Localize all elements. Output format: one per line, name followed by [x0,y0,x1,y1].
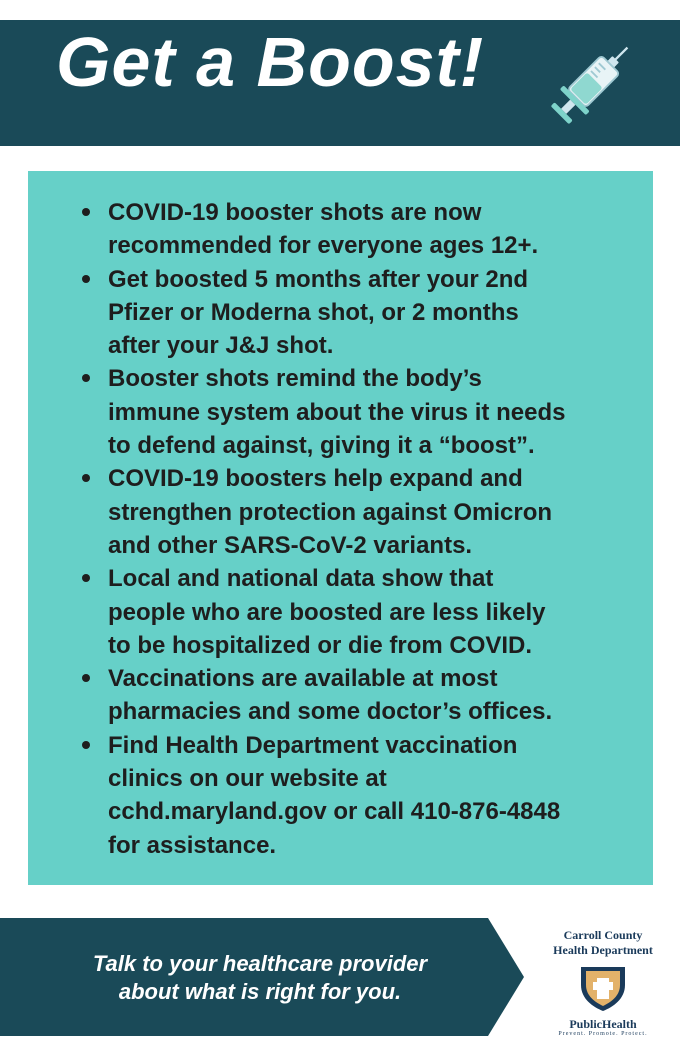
bullet-item [78,729,618,862]
bullet-line: strengthen protection against Omicron [108,498,553,526]
bullet-dot-icon [82,275,90,283]
bullet-line: recommended for everyone ages 12+. [108,232,539,260]
bullet-item [78,662,618,729]
public-health-wordmark: PublicHealth [569,1017,637,1031]
bullet-item [78,562,618,662]
bullet-line: Local and national data show that [108,565,494,593]
logo-tagline: Prevent. Promote. Protect. [558,1031,648,1037]
bullet-line: to defend against, giving it a “boost”. [108,432,535,460]
bullet-line: Get boosted 5 months after your 2nd [108,265,529,293]
bullet-line: Pfizer or Moderna shot, or 2 months [108,298,519,326]
bullet-line: after your J&J shot. [108,332,334,360]
bullet-line: to be hospitalized or die from COVID. [108,631,533,659]
bullet-line: pharmacies and some doctor’s offices. [108,698,553,726]
bullet-dot-icon [82,574,90,582]
bullet-item [78,462,618,562]
bullet-dot-icon [82,474,90,482]
bullet-line: cchd.maryland.gov or call 410-876-4848 [108,798,561,826]
footer-message [20,950,500,1006]
footer-line-1: Talk to your healthcare provider [92,951,428,976]
org-name-line-2: Health Department [553,943,653,957]
bullet-line: Find Health Department vaccination [108,731,518,759]
bullet-dot-icon [82,374,90,382]
bullet-line: Booster shots remind the body’s [108,365,482,393]
health-shield-icon [575,963,631,1013]
bullet-dot-icon [82,208,90,216]
org-name [530,928,676,958]
bullet-item [78,362,618,462]
bullet-item [78,263,618,363]
org-name-line-1: Carroll County [563,928,643,942]
bullet-line: people who are boosted are less likely [108,598,546,626]
bullet-dot-icon [82,741,90,749]
bullet-list [78,196,618,862]
bullet-line: clinics on our website at [108,765,387,793]
bullet-line: Vaccinations are available at most [108,665,498,693]
bullet-line: immune system about the virus it needs [108,398,566,426]
bullet-line: and other SARS-CoV-2 variants. [108,531,473,559]
syringe-icon [545,38,637,130]
bullet-dot-icon [82,674,90,682]
page-title: Get a Boost! [56,23,485,101]
bullet-line: COVID-19 booster shots are now [108,199,482,226]
bullet-line: for assistance. [108,831,277,859]
bullet-line: COVID-19 boosters help expand and [108,465,523,493]
bullet-item [78,196,618,263]
footer-line-2: about what is right for you. [118,979,402,1004]
